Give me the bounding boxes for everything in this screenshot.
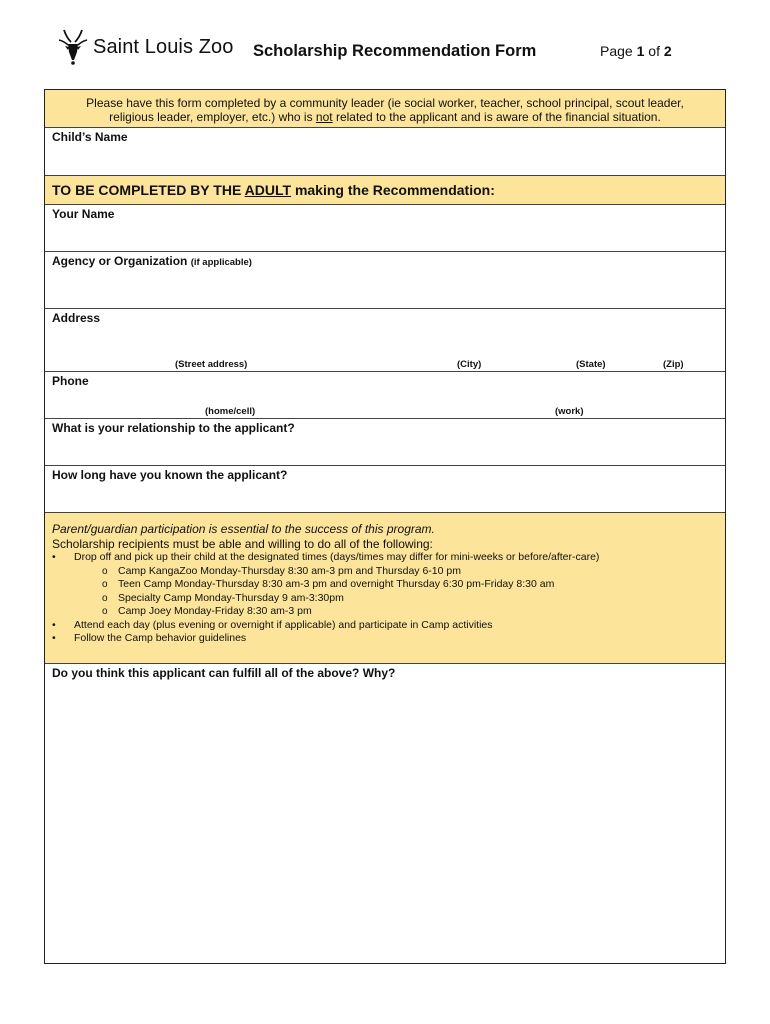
relationship-label: What is your relationship to the applicant? (52, 421, 295, 435)
agency-field[interactable] (45, 252, 725, 309)
requirements-list (52, 551, 718, 646)
participation-lead: Scholarship recipients must be able and willing to do all of the following: (52, 537, 433, 551)
phone-label: Phone (52, 374, 89, 388)
requirement-behavior: • Follow the Camp behavior guidelines (52, 632, 718, 646)
specialty-camp-item: o Specialty Camp Monday-Thursday 9 am-3:30pm (52, 592, 718, 606)
page-prefix: Page (600, 43, 637, 59)
camp-joey-item: o Camp Joey Monday-Friday 8:30 am-3 pm (52, 605, 718, 619)
requirement-dropoff: • Drop off and pick up their child at the designated times (days/times may differ for mini-weeks or before/after-care) (52, 551, 718, 565)
participation-requirements (45, 513, 725, 664)
page-of: of (644, 43, 664, 59)
relationship-field[interactable] (45, 419, 725, 466)
agency-label-text: Agency or Organization (52, 254, 188, 268)
work-caption: (work) (555, 406, 584, 417)
phone-field[interactable] (45, 372, 725, 419)
page-indicator (600, 43, 672, 59)
intro-line-2a: religious leader, employer, etc.) who is (109, 110, 316, 124)
adult-head-u: ADULT (244, 182, 292, 198)
street-caption: (Street address) (175, 359, 248, 370)
city-caption: (City) (457, 359, 482, 370)
known-duration-label: How long have you known the applicant? (52, 468, 288, 482)
adult-section-header (45, 176, 725, 205)
address-label: Address (52, 311, 101, 325)
childs-name-field[interactable] (45, 128, 725, 176)
address-field[interactable] (45, 309, 725, 372)
zoo-logo (55, 28, 233, 66)
intro-instructions (45, 90, 725, 128)
antelope-logo-icon (55, 28, 91, 66)
zip-caption: (Zip) (663, 359, 684, 370)
fulfill-answer-field[interactable] (45, 664, 725, 963)
intro-line-2 (45, 110, 725, 124)
agency-label-sub: (if applicable) (190, 257, 252, 268)
requirement-attend: • Attend each day (plus evening or overnight if applicable) and participate in Camp activities (52, 619, 718, 633)
camp-kangazoo-item: o Camp KangaZoo Monday-Thursday 8:30 am-3 pm and Thursday 6-10 pm (52, 565, 718, 579)
your-name-field[interactable] (45, 205, 725, 252)
known-duration-field[interactable] (45, 466, 725, 513)
form-title: Scholarship Recommendation Form (253, 42, 537, 60)
childs-name-label: Child’s Name (52, 130, 128, 144)
page-current: 1 (636, 43, 645, 59)
fulfill-label: Do you think this applicant can fulfill all of the above? Why? (52, 666, 396, 680)
page-header (55, 22, 725, 82)
agency-label (45, 252, 725, 270)
home-cell-caption: (home/cell) (205, 406, 256, 417)
your-name-label: Your Name (52, 207, 115, 221)
adult-head-b: making the Recommendation: (291, 182, 495, 198)
intro-line-2b: related to the applicant and is aware of the financial situation. (332, 110, 661, 124)
teen-camp-item: o Teen Camp Monday-Thursday 8:30 am-3 pm and overnight Thursday 6:30 pm-Friday 8:30 am (52, 578, 718, 592)
participation-italic: Parent/guardian participation is essential to the success of this program. (52, 522, 435, 536)
logo-text: Saint Louis Zoo (93, 35, 234, 58)
adult-head-a: TO BE COMPLETED BY THE (52, 182, 245, 198)
state-caption: (State) (576, 359, 606, 370)
intro-line-1: Please have this form completed by a community leader (ie social worker, teacher, school principal, scout leader, (86, 96, 684, 110)
page-total: 2 (663, 43, 672, 59)
intro-not: not (315, 110, 333, 124)
recommendation-form (44, 89, 726, 964)
